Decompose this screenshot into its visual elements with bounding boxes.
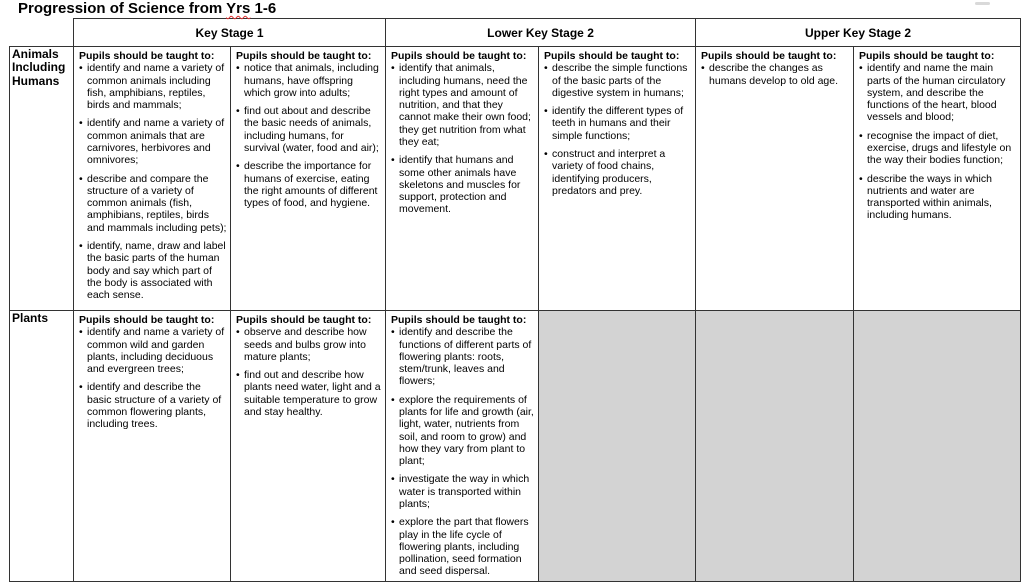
bullet-item: • recognise the impact of diet, exercise, drugs and lifestyle on the way their bodies function; [859, 130, 1017, 167]
bullet-item: • describe and compare the structure of a variety of common animals (fish, amphibians, reptiles, birds and mammals including pets); [79, 173, 227, 234]
cell-animals-year4 [539, 47, 696, 311]
cell-plants-year5-shaded-empty [696, 311, 854, 582]
page-title-misspelled-word: Yrs [226, 0, 251, 17]
cell-animals-year5 [696, 47, 854, 311]
bullet-item: • identify and describe the functions of different parts of flowering plants: roots, stem/trunk, leaves and flowers; [391, 326, 535, 387]
bullet-item: • describe the simple functions of the basic parts of the digestive system in humans; [544, 62, 692, 99]
corner-cell [10, 19, 74, 47]
cell-intro: Pupils should be taught to: [391, 314, 527, 326]
table-row-animals [10, 47, 1021, 311]
page-edge-artifact [975, 2, 990, 5]
bullet-item: • explore the part that flowers play in the life cycle of flowering plants, including pollination, seed formation and seed dispersal. [391, 516, 535, 577]
bullet-item: • describe the importance for humans of exercise, eating the right amounts of different types of food, and hygiene. [236, 160, 382, 209]
cell-plants-year4-shaded-empty [539, 311, 696, 582]
cell-intro: Pupils should be taught to: [701, 50, 837, 62]
bullet-item: • construct and interpret a variety of food chains, identifying producers, predators and prey. [544, 148, 692, 197]
bullet-item: • notice that animals, including humans, have offspring which grow into adults; [236, 62, 382, 99]
cell-plants-year3 [386, 311, 539, 582]
bullet-item: • find out and describe how plants need water, light and a suitable temperature to grow and stay healthy. [236, 369, 382, 418]
bullet-item: • describe the changes as humans develop to old age. [701, 62, 850, 87]
cell-intro: Pupils should be taught to: [236, 314, 372, 326]
page-title-prefix: Progression of Science from [18, 0, 227, 17]
bullet-item: • identify and describe the basic structure of a variety of common flowering plants, including trees. [79, 381, 227, 430]
row-label-plants: Plants [10, 311, 74, 582]
cell-intro: Pupils should be taught to: [79, 50, 215, 62]
header-row [10, 19, 1021, 47]
bullet-item: • identify that humans and some other animals have skeletons and muscles for support, protection and movement. [391, 154, 535, 215]
page-title [18, 2, 1024, 15]
cell-plants-year1 [74, 311, 231, 582]
cell-plants-year6-shaded-empty [854, 311, 1021, 582]
bullet-item: • identify, name, draw and label the basic parts of the human body and say which part of the body is associated with each sense. [79, 240, 227, 301]
cell-intro: Pupils should be taught to: [859, 50, 995, 62]
bullet-item: • identify and name a variety of common animals that are carnivores, herbivores and omnivores; [79, 117, 227, 166]
bullet-item: • explore the requirements of plants for life and growth (air, light, water, nutrients from soil, and room to grow) and how they vary from plant to plant; [391, 394, 535, 468]
cell-animals-year6 [854, 47, 1021, 311]
cell-intro: Pupils should be taught to: [236, 50, 372, 62]
bullet-item: • identify and name the main parts of the human circulatory system, and describe the functions of the heart, blood vessels and blood; [859, 62, 1017, 123]
cell-animals-year1 [74, 47, 231, 311]
cell-animals-year2 [231, 47, 386, 311]
bullet-item: • identify and name a variety of common animals including fish, amphibians, reptiles, birds and mammals; [79, 62, 227, 111]
column-header-lower-key-stage-2: Lower Key Stage 2 [386, 19, 696, 47]
bullet-item: • find out about and describe the basic needs of animals, including humans, for survival (water, food and air); [236, 105, 382, 154]
page-title-suffix: 1-6 [250, 0, 277, 17]
progression-table [9, 18, 1021, 582]
bullet-item: • identify and name a variety of common wild and garden plants, including deciduous and evergreen trees; [79, 326, 227, 375]
cell-plants-year2 [231, 311, 386, 582]
bullet-item: • identify the different types of teeth in humans and their simple functions; [544, 105, 692, 142]
row-label-animals-including-humans: Animals Including Humans [10, 47, 74, 311]
bullet-item: • identify that animals, including humans, need the right types and amount of nutrition, and that they cannot make their own food; they get nutrition from what they eat; [391, 62, 535, 148]
bullet-item: • observe and describe how seeds and bulbs grow into mature plants; [236, 326, 382, 363]
table-row-plants [10, 311, 1021, 582]
bullet-item: • investigate the way in which water is transported within plants; [391, 473, 535, 510]
cell-animals-year3 [386, 47, 539, 311]
cell-intro: Pupils should be taught to: [391, 50, 527, 62]
bullet-item: • describe the ways in which nutrients and water are transported within animals, including humans. [859, 173, 1017, 222]
cell-intro: Pupils should be taught to: [544, 50, 680, 62]
column-header-upper-key-stage-2: Upper Key Stage 2 [696, 19, 1021, 47]
cell-intro: Pupils should be taught to: [79, 314, 215, 326]
column-header-key-stage-1: Key Stage 1 [74, 19, 386, 47]
